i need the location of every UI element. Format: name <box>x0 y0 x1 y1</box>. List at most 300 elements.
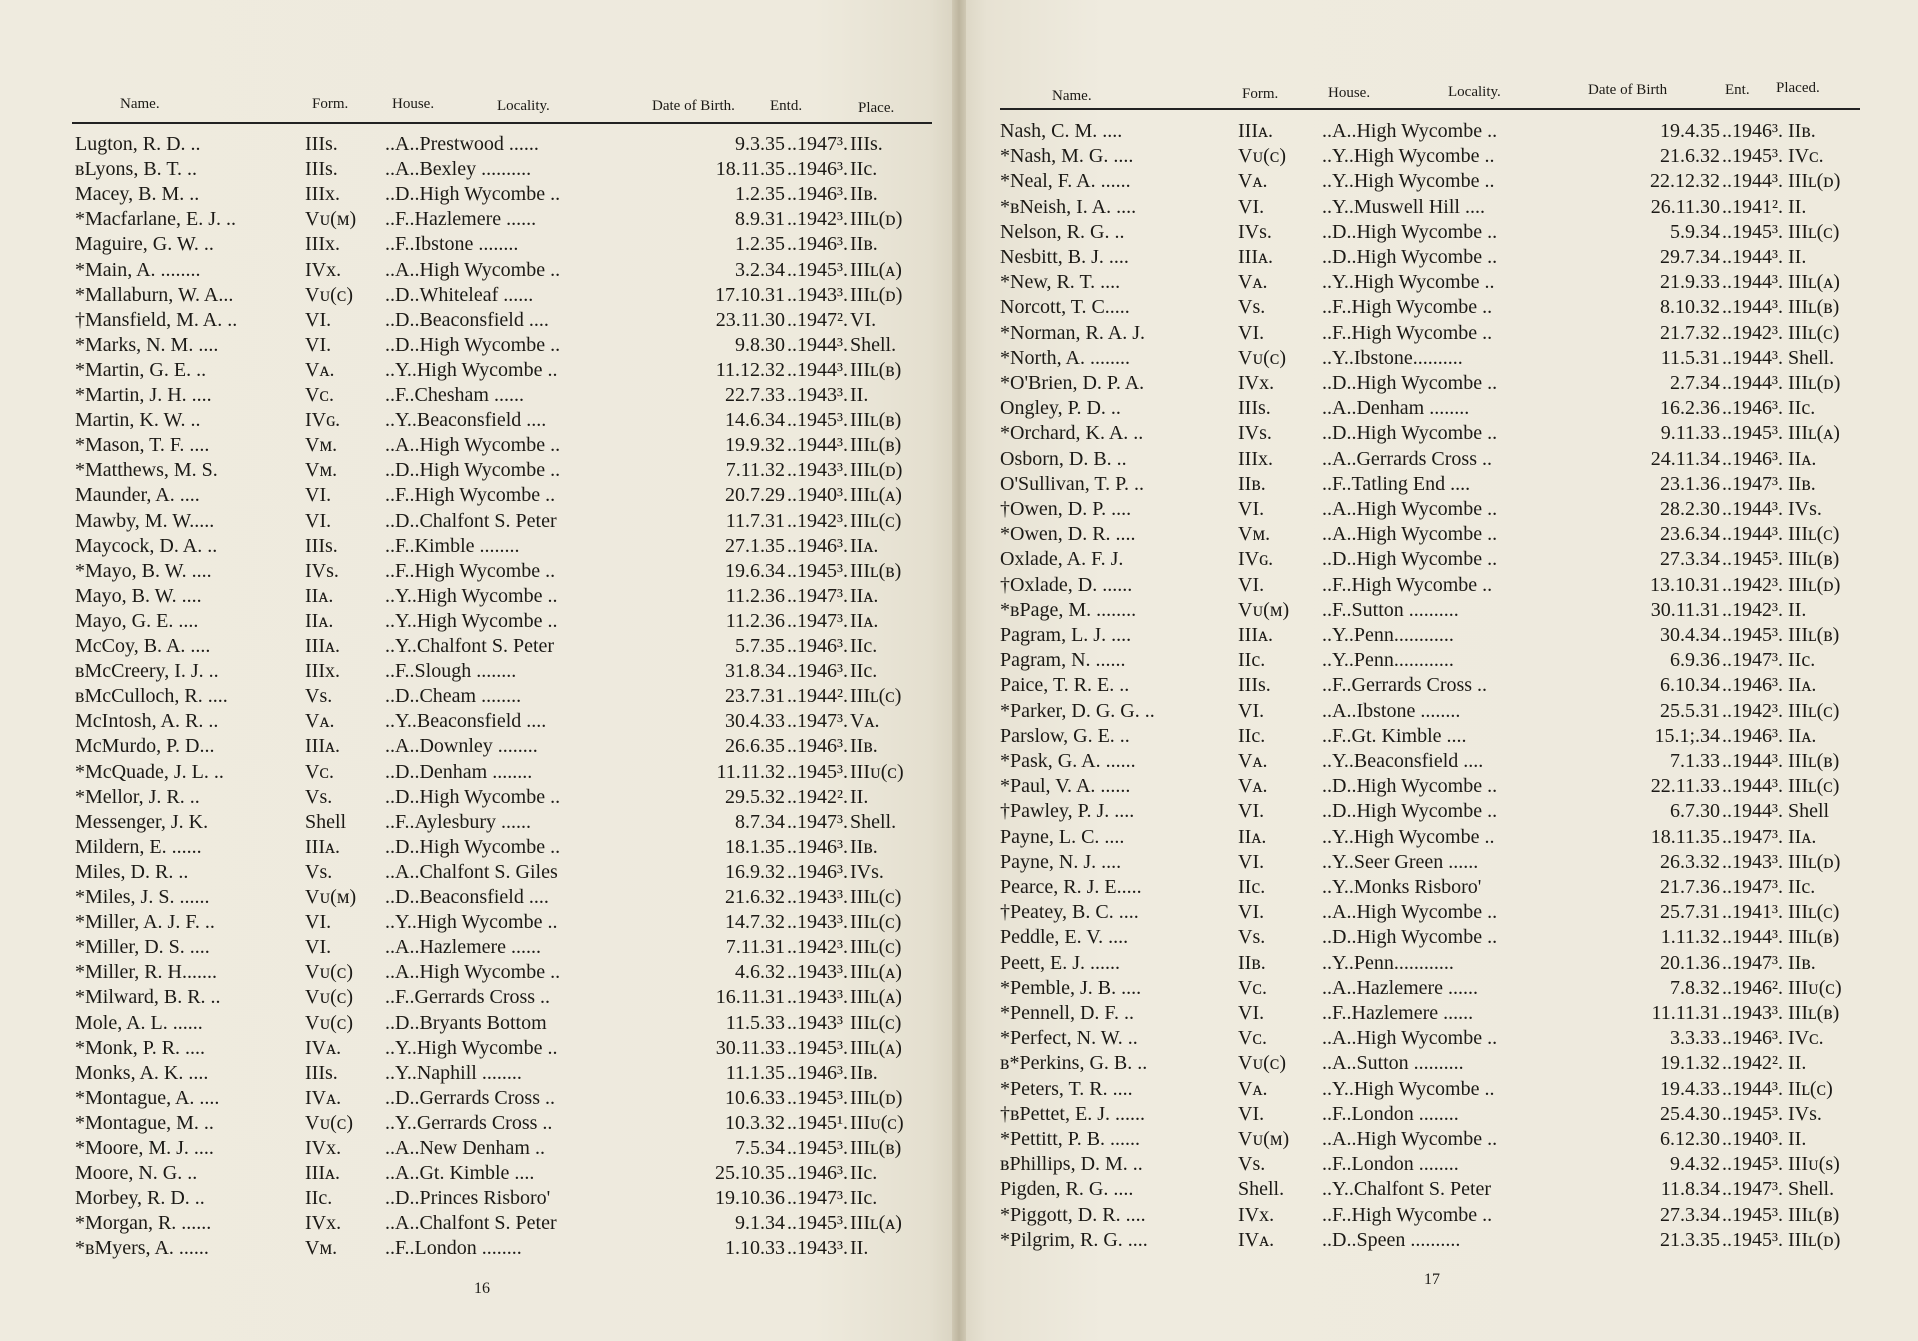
cell-place: IIc. <box>1788 876 1816 898</box>
cell-name: Pigden, R. G. .... <box>1000 1178 1134 1201</box>
cell-dob: 11.7.31 <box>725 509 785 532</box>
cell-dob: 16.11.31 <box>715 986 785 1009</box>
cell-loc: ..A..Denham ........ <box>1322 397 1470 420</box>
cell-ent: ..1946³. <box>787 1061 848 1084</box>
cell-ent: ..1947². <box>787 308 848 331</box>
cell-form: IIc. <box>1238 649 1266 672</box>
cell-dob: 27.1.35 <box>725 534 785 557</box>
cell-dob: 30.4.33 <box>725 710 785 733</box>
cell-ent: ..1946³. <box>787 835 848 858</box>
cell-ent: ..1945³. <box>1722 1228 1783 1251</box>
cell-name: Ongley, P. D. .. <box>1000 397 1121 420</box>
cell-form: IVx. <box>1238 372 1275 394</box>
cell-form: Vs. <box>1238 296 1266 319</box>
cell-loc: ..Y..Beaconsfield .... <box>385 710 547 733</box>
cell-dob: 28.2.30 <box>1660 498 1720 520</box>
cell-form: Vᴜ(ᴄ) <box>305 283 354 306</box>
header-house: House. <box>1328 85 1371 101</box>
cell-name: Martin, K. W. .. <box>75 409 201 432</box>
cell-name: Peddle, E. V. .... <box>1000 926 1129 949</box>
cell-ent: ..1944³. <box>1722 1077 1783 1100</box>
cell-dob: 1.2.35 <box>735 183 785 206</box>
cell-ent: ..1943³. <box>787 1237 848 1260</box>
cell-dob: 18.1.35 <box>725 835 785 858</box>
cell-ent: ..1945³. <box>1722 1102 1783 1125</box>
cell-place: II. <box>1788 1128 1807 1150</box>
cell-form: Vᴜ(ᴄ) <box>305 1111 354 1134</box>
cell-loc: ..D..Bryants Bottom <box>385 1011 547 1034</box>
cell-ent: ..1945³. <box>787 258 848 281</box>
cell-place: IIIᴜ(ᴄ) <box>850 760 904 783</box>
cell-place: IIIᴜ(s) <box>1788 1153 1840 1176</box>
cell-form: Vs. <box>1238 926 1266 949</box>
cell-name: †Peatey, B. C. .... <box>1000 901 1139 924</box>
cell-name: Nash, C. M. .... <box>1000 120 1123 142</box>
cell-ent: ..1946³. <box>1722 397 1783 420</box>
cell-loc: ..F..High Wycombe .. <box>385 484 556 507</box>
cell-dob: 9.3.35 <box>735 133 785 155</box>
cell-ent: ..1945³. <box>787 1137 848 1159</box>
cell-loc: ..D..High Wycombe .. <box>1322 246 1498 268</box>
cell-place: IIIʟ(ᴀ) <box>850 961 902 984</box>
cell-dob: 30.4.34 <box>1660 624 1720 646</box>
cell-form: IIᴀ. <box>305 609 334 632</box>
cell-ent: ..1945³. <box>1722 548 1783 571</box>
cell-place: IIʙ. <box>850 233 878 256</box>
cell-name: *Miller, D. S. .... <box>75 936 210 959</box>
cell-ent: ..1941². <box>1722 195 1783 218</box>
cell-place: Shell. <box>850 333 897 356</box>
cell-place: IIIᴜ(ᴄ) <box>1788 976 1842 999</box>
cell-ent: ..1945³. <box>1722 145 1783 168</box>
cell-form: IVᴀ. <box>1238 1228 1275 1251</box>
cell-place: IIIʟ(ʙ) <box>1788 548 1840 571</box>
cell-loc: ..Y..High Wycombe .. <box>385 584 558 607</box>
cell-ent: ..1943³ <box>787 1011 843 1034</box>
cell-dob: 3.3.33 <box>1670 1027 1720 1050</box>
cell-place: IIIᴜ(ᴄ) <box>850 1111 904 1134</box>
cell-dob: 19.9.32 <box>725 434 785 457</box>
cell-name: Oxlade, A. F. J. <box>1000 548 1124 571</box>
cell-loc: ..Y..High Wycombe .. <box>385 358 558 381</box>
cell-name: Nelson, R. G. .. <box>1000 220 1125 243</box>
cell-place: IIIʟ(ᴄ) <box>850 685 902 708</box>
cell-place: IIIʟ(ʙ) <box>1788 1203 1840 1226</box>
cell-name: *Orchard, K. A. .. <box>1000 422 1144 445</box>
cell-name: *Monk, P. R. .... <box>75 1036 206 1059</box>
cell-name: *Piggott, D. R. .... <box>1000 1203 1146 1226</box>
cell-name: *Main, A. ........ <box>75 258 201 281</box>
cell-ent: ..1944³. <box>1722 498 1783 520</box>
cell-loc: ..A..Hazlemere ...... <box>1322 976 1479 999</box>
cell-loc: ..Y..High Wycombe .. <box>1322 170 1495 193</box>
cell-ent: ..1946³. <box>787 158 848 181</box>
cell-loc: ..D..High Wycombe .. <box>385 785 561 808</box>
cell-ent: ..1944³. <box>787 358 848 381</box>
cell-loc: ..A..Chalfont S. Peter <box>385 1212 557 1235</box>
cell-loc: ..F..High Wycombe .. <box>1322 296 1493 319</box>
cell-name: *Miles, J. S. ...... <box>75 886 210 908</box>
cell-loc: ..Y..High Wycombe .. <box>1322 145 1495 168</box>
cell-place: IIIʟ(ᴀ) <box>1788 422 1840 445</box>
cell-dob: 29.5.32 <box>725 785 785 808</box>
cell-form: IVx. <box>305 1212 342 1235</box>
cell-loc: ..Y..Chalfont S. Peter <box>385 635 555 657</box>
cell-dob: 26.6.35 <box>725 735 785 758</box>
cell-dob: 10.3.32 <box>725 1111 785 1134</box>
cell-place: IVs. <box>1788 1102 1822 1125</box>
cell-name: Peett, E. J. ...... <box>1000 951 1120 974</box>
cell-ent: ..1946³. <box>1722 447 1783 470</box>
cell-form: VI. <box>305 911 332 934</box>
cell-loc: ..D..High Wycombe .. <box>1322 372 1498 394</box>
cell-form: VI. <box>1238 195 1265 218</box>
cell-form: Vᴄ. <box>1238 1027 1268 1050</box>
cell-ent: ..1946³. <box>787 735 848 758</box>
cell-loc: ..F..Sutton .......... <box>1322 598 1459 621</box>
cell-loc: ..Y..Beaconsfield .... <box>1322 750 1484 772</box>
cell-loc: ..D..Cheam ........ <box>385 685 522 708</box>
cell-name: Monks, A. K. .... <box>75 1061 209 1084</box>
cell-loc: ..Y..High Wycombe .. <box>385 609 558 632</box>
header-locality: Locality. <box>497 98 550 114</box>
cell-dob: 23.6.34 <box>1660 523 1720 546</box>
cell-form: Shell. <box>1238 1178 1285 1201</box>
cell-dob: 9.4.32 <box>1670 1153 1720 1176</box>
cell-ent: ..1946³. <box>1722 724 1783 747</box>
cell-place: IIIʟ(ᴀ) <box>850 1036 902 1059</box>
cell-place: IIʙ. <box>1788 951 1816 974</box>
cell-form: IVx. <box>305 1137 342 1159</box>
cell-ent: ..1947³. <box>1722 1178 1783 1201</box>
header-dob: Date of Birth. <box>652 98 735 114</box>
cell-form: IIʙ. <box>1238 472 1266 495</box>
cell-name: ʙPhillips, D. M. .. <box>1000 1153 1143 1176</box>
cell-place: IIIʟ(ᴀ) <box>1788 271 1840 294</box>
cell-ent: ..1944³. <box>1722 246 1783 268</box>
cell-ent: ..1946³. <box>1722 1027 1783 1050</box>
cell-place: IIʟ(ᴄ) <box>1788 1077 1833 1100</box>
cell-dob: 23.1.36 <box>1660 472 1720 495</box>
cell-ent: ..1944³. <box>1722 750 1783 772</box>
cell-dob: 6.12.30 <box>1660 1128 1720 1150</box>
cell-loc: ..F..Gt. Kimble .... <box>1322 724 1467 747</box>
cell-name: †Pawley, P. J. .... <box>1000 800 1135 823</box>
cell-ent: ..1947³. <box>787 609 848 632</box>
cell-name: Norcott, T. C..... <box>1000 296 1130 319</box>
cell-ent: ..1945³. <box>787 559 848 582</box>
cell-place: II. <box>1788 195 1807 218</box>
cell-loc: ..Y..Penn............ <box>1322 624 1454 646</box>
cell-form: Vs. <box>305 785 333 808</box>
cell-dob: 25.10.35 <box>715 1162 785 1185</box>
cell-form: Vᴄ. <box>305 384 335 406</box>
cell-ent: ..1942³. <box>1722 321 1783 344</box>
cell-dob: 18.11.35 <box>715 158 785 181</box>
cell-form: IIc. <box>1238 724 1266 747</box>
cell-loc: ..Y..High Wycombe .. <box>1322 825 1495 848</box>
cell-dob: 8.7.34 <box>735 810 785 833</box>
cell-name: McIntosh, A. R. .. <box>75 710 219 733</box>
cell-form: IIᴀ. <box>1238 825 1267 848</box>
cell-ent: ..1944³. <box>787 333 848 356</box>
cell-dob: 19.4.35 <box>1660 120 1720 142</box>
cell-place: II. <box>1788 1052 1807 1075</box>
cell-loc: ..F..Kimble ........ <box>385 534 520 557</box>
cell-form: IIIᴀ. <box>305 635 341 657</box>
cell-name: *McQuade, J. L. .. <box>75 760 224 783</box>
cell-ent: ..1940³. <box>1722 1128 1783 1150</box>
cell-name: †ʙPettet, E. J. ...... <box>1000 1102 1145 1125</box>
cell-form: VI. <box>1238 699 1265 722</box>
cell-loc: ..F..Hazlemere ...... <box>1322 1002 1474 1024</box>
cell-form: Vᴜ(ᴄ) <box>305 1011 354 1034</box>
cell-dob: 25.7.31 <box>1660 901 1720 924</box>
cell-name: *Parker, D. G. G. .. <box>1000 699 1155 722</box>
cell-ent: ..1942³. <box>787 509 848 532</box>
cell-loc: ..D..High Wycombe .. <box>1322 926 1498 949</box>
cell-ent: ..1944³. <box>1722 926 1783 949</box>
cell-form: Shell <box>305 810 347 833</box>
cell-place: IIc. <box>1788 649 1816 672</box>
page-number: 16 <box>474 1280 490 1297</box>
cell-place: IIIs. <box>850 133 883 155</box>
cell-place: IIIʟ(ʙ) <box>850 559 902 582</box>
cell-dob: 7.11.31 <box>725 936 785 959</box>
cell-form: Vᴀ. <box>305 710 335 733</box>
cell-ent: ..1946³. <box>787 183 848 206</box>
cell-loc: ..A..High Wycombe .. <box>385 961 561 984</box>
cell-dob: 25.4.30 <box>1660 1102 1720 1125</box>
cell-dob: 21.9.33 <box>1660 271 1720 294</box>
cell-dob: 27.3.34 <box>1660 548 1720 571</box>
cell-name: McCoy, B. A. .... <box>75 635 211 657</box>
cell-dob: 7.1.33 <box>1670 750 1720 772</box>
cell-dob: 11.5.31 <box>1660 346 1720 369</box>
cell-place: IIIʟ(ᴄ) <box>1788 220 1840 243</box>
cell-place: IIc. <box>1788 397 1816 420</box>
cell-dob: 18.11.35 <box>1650 825 1720 848</box>
cell-ent: ..1947³. <box>787 1187 848 1210</box>
cell-name: *North, A. ........ <box>1000 346 1130 369</box>
cell-place: IIIʟ(ᴄ) <box>1788 775 1840 798</box>
cell-form: Vᴍ. <box>305 434 338 457</box>
cell-form: IIc. <box>1238 876 1266 898</box>
cell-form: IIIᴀ. <box>1238 624 1274 646</box>
cell-form: Vᴜ(ᴍ) <box>305 208 357 231</box>
cell-place: IIIʟ(ᴅ) <box>1788 1228 1841 1251</box>
cell-form: Vᴀ. <box>1238 170 1268 193</box>
cell-dob: 11.11.31 <box>1651 1002 1720 1024</box>
cell-name: *Martin, J. H. .... <box>75 384 212 406</box>
cell-ent: ..1947³. <box>1722 825 1783 848</box>
cell-form: Vᴀ. <box>1238 1077 1268 1100</box>
cell-form: Vᴜ(ᴍ) <box>305 886 357 908</box>
cell-form: IVᴀ. <box>305 1036 342 1059</box>
cell-ent: ..1942². <box>787 785 848 808</box>
cell-place: Vᴀ. <box>850 710 880 733</box>
cell-loc: ..Y..High Wycombe .. <box>385 911 558 934</box>
cell-name: O'Sullivan, T. P. .. <box>1000 472 1144 495</box>
cell-dob: 1.2.35 <box>735 233 785 256</box>
cell-dob: 23.11.30 <box>715 308 785 331</box>
cell-place: IIIʟ(ᴀ) <box>850 986 902 1009</box>
cell-dob: 23.7.31 <box>725 685 785 708</box>
cell-ent: ..1946³. <box>787 233 848 256</box>
cell-form: IVɢ. <box>305 409 341 432</box>
cell-place: IIIʟ(ʙ) <box>850 434 902 457</box>
cell-place: IIIʟ(ᴄ) <box>1788 699 1840 722</box>
cell-loc: ..Y..Naphill ........ <box>385 1061 522 1084</box>
cell-dob: 4.6.32 <box>735 961 785 984</box>
cell-loc: ..A..High Wycombe .. <box>1322 1128 1498 1150</box>
cell-place: IIᴀ. <box>1788 674 1817 697</box>
cell-name: *Mellor, J. R. .. <box>75 785 200 808</box>
cell-loc: ..D..High Wycombe .. <box>385 835 561 858</box>
cell-place: IVᴄ. <box>1788 1027 1824 1050</box>
cell-ent: ..1947³. <box>787 133 848 155</box>
cell-place: IIIʟ(ᴀ) <box>850 484 902 507</box>
cell-loc: ..F..London ........ <box>1322 1102 1459 1125</box>
cell-name: †Owen, D. P. .... <box>1000 498 1132 520</box>
cell-form: IVs. <box>1238 220 1272 243</box>
cell-place: IIIʟ(ᴅ) <box>1788 850 1841 873</box>
cell-name: *Matthews, M. S. <box>75 459 218 482</box>
cell-place: II. <box>1788 598 1807 621</box>
cell-form: IVs. <box>305 559 339 582</box>
header-entered: Entd. <box>770 98 803 114</box>
cell-name: Mildern, E. ...... <box>75 835 202 858</box>
cell-name: *Pemble, J. B. .... <box>1000 976 1142 999</box>
cell-dob: 8.10.32 <box>1660 296 1720 319</box>
cell-name: Paice, T. R. E. .. <box>1000 674 1130 697</box>
cell-ent: ..1947³. <box>1722 472 1783 495</box>
cell-name: Messenger, J. K. <box>75 810 209 833</box>
cell-loc: ..A..Chalfont S. Giles <box>385 860 558 883</box>
cell-ent: ..1945³. <box>1722 1203 1783 1226</box>
cell-loc: ..A..Gerrards Cross .. <box>1322 447 1492 470</box>
cell-name: Nesbitt, B. J. .... <box>1000 246 1129 268</box>
cell-name: *Neal, F. A. ...... <box>1000 170 1131 193</box>
cell-name: Mole, A. L. ...... <box>75 1011 203 1034</box>
cell-loc: ..A..Hazlemere ...... <box>385 936 542 959</box>
cell-loc: ..F..High Wycombe .. <box>1322 321 1493 344</box>
cell-name: *Pennell, D. F. .. <box>1000 1002 1134 1024</box>
cell-place: IIIʟ(ᴄ) <box>1788 523 1840 546</box>
cell-ent: ..1945³. <box>787 1212 848 1235</box>
cell-name: *ʙNeish, I. A. .... <box>1000 195 1137 218</box>
cell-ent: ..1944³. <box>787 434 848 457</box>
cell-ent: ..1944³. <box>1722 296 1783 319</box>
cell-form: IIIᴀ. <box>305 735 341 758</box>
cell-place: IIIʟ(ᴀ) <box>850 258 902 281</box>
cell-ent: ..1945³. <box>787 1086 848 1109</box>
cell-place: IIᴀ. <box>1788 724 1817 747</box>
cell-form: IIIᴀ. <box>1238 120 1274 142</box>
cell-loc: ..A..Ibstone ........ <box>1322 699 1461 722</box>
cell-form: IIIs. <box>305 133 338 155</box>
cell-loc: ..A..High Wycombe .. <box>385 258 561 281</box>
cell-dob: 6.10.34 <box>1660 674 1720 697</box>
cell-form: IVx. <box>305 258 342 281</box>
cell-name: Payne, N. J. .... <box>1000 850 1122 873</box>
cell-ent: ..1944³. <box>1722 800 1783 823</box>
cell-form: IIIx. <box>305 183 340 206</box>
cell-place: IIIʟ(ʙ) <box>1788 750 1840 772</box>
cell-place: IIIʟ(ᴄ) <box>1788 321 1840 344</box>
cell-ent: ..1942³. <box>1722 598 1783 621</box>
cell-place: Shell. <box>1788 346 1835 369</box>
header-rule <box>1000 108 1860 110</box>
cell-name: *O'Brien, D. P. A. <box>1000 372 1145 394</box>
cell-name: *Marks, N. M. .... <box>75 333 219 356</box>
cell-form: VI. <box>1238 573 1265 596</box>
cell-loc: ..F..Gerrards Cross .. <box>385 986 551 1009</box>
cell-place: VI. <box>850 308 877 331</box>
cell-ent: ..1946³. <box>787 660 848 683</box>
cell-dob: 14.7.32 <box>725 911 785 934</box>
cell-loc: ..F..Aylesbury ...... <box>385 810 532 833</box>
cell-ent: ..1947³. <box>1722 951 1783 974</box>
cell-loc: ..D..High Wycombe .. <box>385 459 561 482</box>
cell-dob: 31.8.34 <box>725 660 785 683</box>
cell-place: IIIʟ(ʙ) <box>1788 296 1840 319</box>
cell-dob: 19.10.36 <box>715 1187 785 1210</box>
cell-name: *Miller, R. H....... <box>75 961 217 984</box>
cell-loc: ..A..High Wycombe .. <box>1322 1027 1498 1050</box>
cell-loc: ..D..Beaconsfield .... <box>385 308 549 331</box>
cell-form: Vᴜ(ᴄ) <box>1238 346 1287 369</box>
cell-dob: 9.1.34 <box>735 1212 785 1235</box>
cell-place: IIIʟ(ʙ) <box>850 1137 902 1159</box>
cell-ent: ..1944³. <box>1722 346 1783 369</box>
cell-form: VI. <box>1238 1002 1265 1024</box>
cell-place: IIc. <box>850 1162 878 1185</box>
cell-name: Mawby, M. W..... <box>75 509 215 532</box>
cell-ent: ..1947³. <box>1722 649 1783 672</box>
cell-dob: 30.11.31 <box>1650 598 1720 621</box>
cell-form: Vs. <box>305 860 333 883</box>
cell-dob: 19.6.34 <box>725 559 785 582</box>
cell-dob: 19.4.33 <box>1660 1077 1720 1100</box>
cell-name: *Mallaburn, W. A... <box>75 283 234 306</box>
cell-ent: ..1942³. <box>1722 573 1783 596</box>
cell-ent: ..1944³. <box>1722 775 1783 798</box>
cell-ent: ..1946³. <box>787 534 848 557</box>
cell-loc: ..A..High Wycombe .. <box>1322 901 1498 924</box>
cell-form: Vᴀ. <box>1238 750 1268 772</box>
cell-form: Vᴜ(ᴄ) <box>1238 1052 1287 1075</box>
cell-dob: 7.11.32 <box>725 459 785 482</box>
cell-place: IIIʟ(ᴅ) <box>850 208 903 231</box>
cell-dob: 22.11.33 <box>1650 775 1720 798</box>
cell-form: Vᴍ. <box>305 459 338 482</box>
cell-dob: 7.5.34 <box>735 1137 785 1159</box>
cell-loc: ..A..Gt. Kimble .... <box>385 1162 535 1185</box>
cell-ent: ..1945³. <box>1722 624 1783 646</box>
cell-name: *Pettitt, P. B. ...... <box>1000 1128 1141 1150</box>
cell-form: Vᴜ(ᴄ) <box>305 961 354 984</box>
cell-dob: 27.3.34 <box>1660 1203 1720 1226</box>
cell-loc: ..Y..Beaconsfield .... <box>385 409 547 432</box>
cell-form: VI. <box>1238 321 1265 344</box>
cell-place: IIʙ. <box>1788 120 1816 142</box>
cell-ent: ..1942³. <box>787 208 848 231</box>
cell-loc: ..A..Prestwood ...... <box>385 133 539 155</box>
cell-place: II. <box>850 384 869 406</box>
cell-form: VI. <box>1238 800 1265 823</box>
cell-dob: 14.6.34 <box>725 409 785 432</box>
